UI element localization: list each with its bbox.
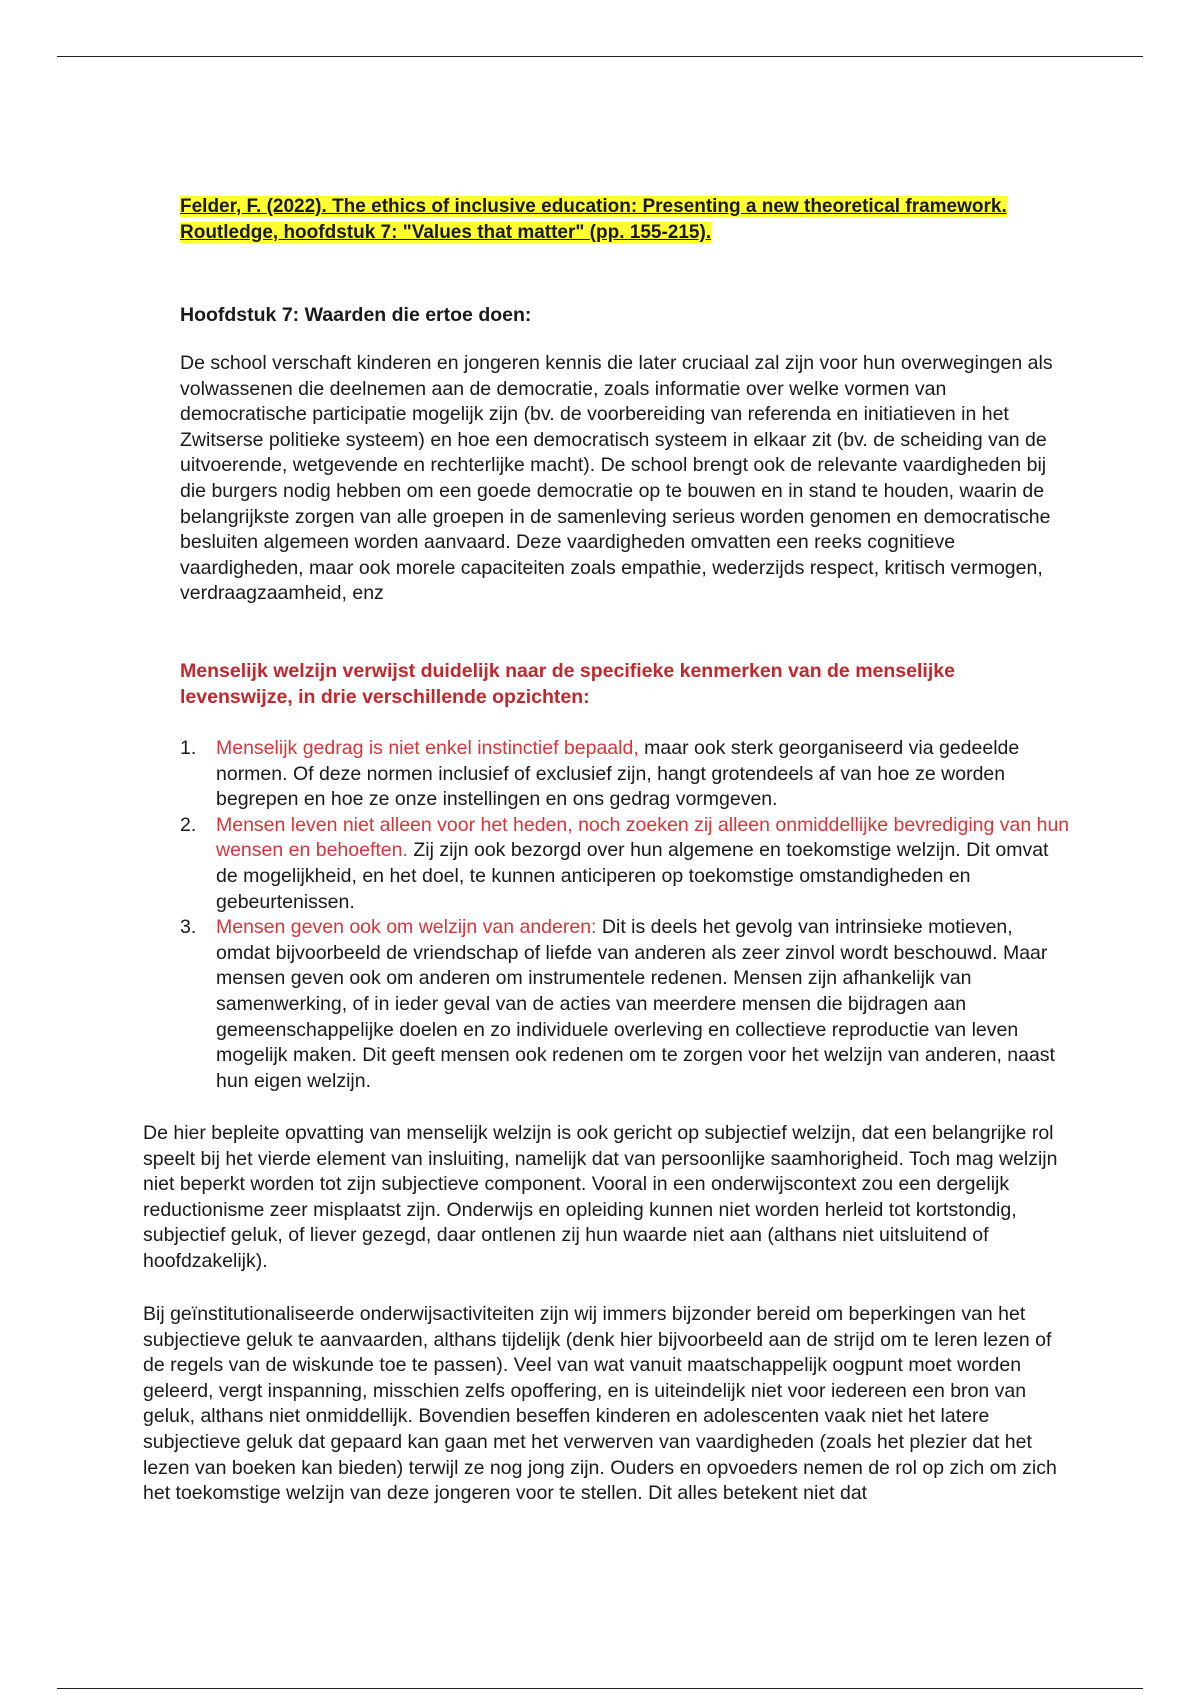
list-item-text: Dit is deels het gevolg van intrinsieke motieven, omdat bijvoorbeeld de vriendschap of liefde van anderen als zeer zinvol wordt beschouwd. Maar mensen geven ook om anderen om instrumentele redenen. Mensen zijn afhankelijk van samenwerking, of in ieder geval van de acties van meerdere mensen die bijdragen aan gemeenschappelijke doelen en zo individuele overleving en collectieve reproductie van leven mogelijk maken. Dit geeft mensen ook redenen om te zorgen voor het welzijn van anderen, naast hun eigen welzijn.	[216, 916, 1055, 1092]
aspect-list	[180, 736, 1070, 1094]
intro-paragraph: De school verschaft kinderen en jongeren kennis die later cruciaal zal zijn voor hun overwegingen als volwassenen die deelnemen aan de democratie, zoals informatie over welke vormen van democratische participatie mogelijk zijn (bv. de voorbereiding van referenda en initiatieven in het Zwitserse politieke systeem) en hoe een democratisch systeem in elkaar zit (bv. de scheiding van de uitvoerende, wetgevende en rechterlijke macht). De school brengt ook de relevante vaardigheden bij die burgers nodig hebben om een goede democratie op te bouwen en in stand te houden, waarin de belangrijkste zorgen van alle groepen in de samenleving serieus worden genomen en democratische besluiten algemeen worden aanvaard. Deze vaardigheden omvatten een reeks cognitieve vaardigheden, maar ook morele capaciteiten zoals empathie, wederzijds respect, kritisch vermogen, verdraagzaamheid, enz	[180, 352, 1053, 605]
bottom-rule	[57, 1688, 1143, 1689]
top-rule	[57, 56, 1143, 57]
list-number: 1.	[180, 737, 197, 759]
wellbeing-heading: Menselijk welzijn verwijst duidelijk naar de specifieke kenmerken van de menselijke levenswijze, in drie verschillende opzichten:	[180, 660, 955, 708]
list-item-text: Zij zijn ook bezorgd over hun algemene en toekomstige welzijn. Dit omvat de mogelijkheid, en het doel, te kunnen anticiperen op toekomstige omstandigheden en gebeurtenissen.	[216, 839, 1049, 913]
list-item	[180, 736, 1070, 813]
list-number: 3.	[180, 916, 197, 939]
list-item-text: maar ook sterk georganiseerd via gedeelde normen. Of deze normen inclusief of exclusief zijn, hangt grotendeels af van hoe ze worden begrepen en hoe ze onze instellingen en ons gedrag vormgeven.	[216, 737, 1020, 811]
list-item-highlight: Mensen geven ook om welzijn van anderen:	[216, 916, 597, 939]
body-paragraph-1: De hier bepleite opvatting van menselijk welzijn is ook gericht op subjectief welzijn, dat een belangrijke rol speelt bij het vierde element van insluiting, namelijk dat van persoonlijke saamhorigheid. Toch mag welzijn niet beperkt worden tot zijn subjectieve component. Vooral in een onderwijscontext zou een dergelijk reductionisme zeer misplaatst zijn. Onderwijs en opleiding kunnen niet worden herleid tot kortstondig, subjectief geluk, of liever gezegd, daar ontlenen zij hun waarde niet aan (althans niet uitsluitend of hoofdzakelijk).	[143, 1122, 1058, 1272]
body-paragraph-2: Bij geïnstitutionaliseerde onderwijsactiviteiten zijn wij immers bijzonder bereid om beperkingen van het subjectieve geluk te aanvaarden, althans tijdelijk (denk hier bijvoorbeeld aan de strijd om te leren lezen of de regels van de wiskunde toe te passen). Veel van wat vanuit maatschappelijk oogpunt moet worden geleerd, vergt inspanning, misschien zelfs opoffering, en is uiteindelijk niet voor iedereen een bron van geluk, althans niet onmiddellijk. Bovendien beseffen kinderen en adolescenten vaak niet het latere subjectieve geluk dat gepaard kan gaan met het verwerven van vaardigheden (zoals het plezier dat het lezen van boeken kan bieden) terwijl ze nog jong zijn. Ouders en opvoeders nemen de rol op zich om zich het toekomstige welzijn van deze jongeren voor te stellen. Dit alles betekent niet dat	[143, 1303, 1057, 1505]
list-item-highlight: Menselijk gedrag is niet enkel instinctief bepaald,	[216, 737, 639, 759]
chapter-heading: Hoofdstuk 7: Waarden die ertoe doen:	[180, 304, 532, 326]
citation-highlight: Felder, F. (2022). The ethics of inclusive education: Presenting a new theoretical framework. Routledge, hoofdstuk 7: "Values that matter" (pp. 155-215).	[180, 196, 1007, 243]
citation-reference	[180, 194, 1060, 246]
list-item	[180, 915, 1070, 1094]
list-item-highlight: Mensen leven niet alleen voor het heden, noch zoeken zij alleen onmiddellijke bevrediging van hun wensen en behoeften.	[216, 813, 1070, 862]
list-item	[180, 813, 1070, 915]
list-number: 2.	[180, 813, 197, 836]
